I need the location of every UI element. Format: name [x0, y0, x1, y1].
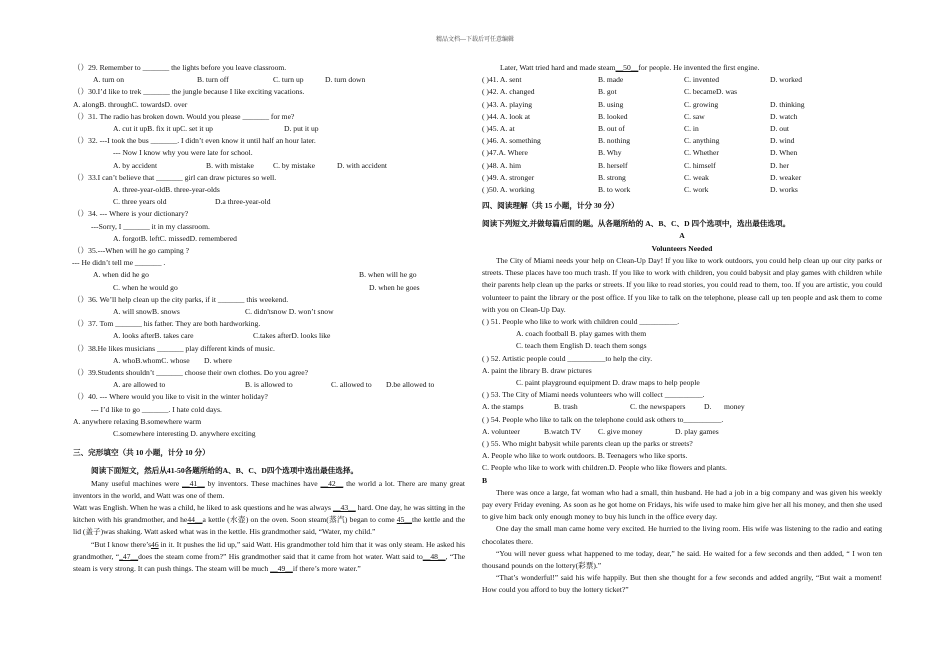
choice-42-option-a: ( )42. A. changed — [482, 87, 535, 97]
q40-stem2: --- I’d like to go _______. I hate cold days. — [91, 404, 222, 414]
q54-options — [482, 426, 882, 438]
passage-a-label: A — [679, 231, 685, 241]
q37-options — [73, 330, 465, 342]
q32-option-b: B. with mistake — [206, 160, 254, 170]
choice-47-option-c: C. Whether — [684, 148, 719, 158]
cloze-text: hard. One day, he was sitting in the kitchen with his grandmother, and he — [73, 502, 465, 525]
q39-option-c: C. allowed to — [331, 380, 372, 390]
q53-option-d-text: money — [724, 402, 745, 412]
cloze-text: Many useful machines were — [91, 478, 182, 488]
q36-option-cd: C. didn'tsnow D. won’t snow — [245, 306, 334, 316]
choice-41-option-a: ( )41. A. sent — [482, 75, 522, 85]
choice-44-option-d: D. watch — [770, 111, 798, 121]
choice-row-45 — [482, 123, 882, 135]
cloze-text: Later, Watt tried hard and made steam — [500, 63, 616, 72]
q53-options — [482, 401, 882, 413]
q34-stem: （）34. --- Where is your dictionary? — [73, 209, 189, 219]
q33-options-cd — [73, 196, 465, 208]
choice-43-option-a: ( )43. A. playing — [482, 99, 532, 109]
blank-42: __42__ — [320, 478, 344, 488]
q51-options-ab: A. coach football B. play games with them — [516, 329, 647, 339]
q31-stem: （）31. The radio has broken down. Would you please _______ for me? — [73, 111, 295, 121]
q39-option-a: A. are allowed to — [113, 380, 166, 390]
passage-b-paragraph: One day the small man came home very excited. He hurried to the living room. His wife was listening to the radio and eating chocolates there. — [482, 524, 882, 546]
q54-option-d: D. play games — [675, 426, 719, 436]
choice-49-option-a: ( )49. A. stronger — [482, 172, 535, 182]
choice-41-option-d: D. worked — [770, 75, 803, 85]
q51-stem: ( ) 51. People who like to work with children could __________. — [482, 316, 680, 326]
cloze-text: in it. It pushes the lid up,” said Watt. His grandmother told him that it was only steam. He asked his grandmother, “ — [73, 539, 465, 561]
blank-47: _47__ — [119, 551, 139, 561]
choice-43-option-c: C. growing — [684, 99, 719, 109]
q35-options-cd — [73, 282, 465, 294]
q54-option-b: B.watch TV — [544, 426, 581, 436]
choice-row-41 — [482, 74, 882, 86]
q54-option-a: A. volunteer — [482, 426, 520, 436]
q32-stem2: --- Now I know why you were late for school. — [113, 148, 253, 158]
q30-stem: （）30.I’d like to trek _______ the jungle because I like exciting vacations. — [73, 87, 305, 97]
passage-b-label: B — [482, 475, 488, 485]
cloze-text: a kettle (水壶) on the oven. Soon steam(蒸汽) began to come — [202, 515, 397, 525]
choice-row-48 — [482, 160, 882, 172]
choice-44-option-a: ( )44. A. look at — [482, 111, 531, 121]
q55-options-cd: C. People who like to work with children.D. People who like flowers and plants. — [482, 463, 727, 473]
blank-43: __43__ — [332, 502, 356, 512]
choice-45-option-c: C. in — [684, 123, 699, 133]
q35-option-a: A. when did he go — [93, 270, 149, 280]
passage-b-paragraph: “You will never guess what happened to me today, dear,” he said. He waited for a few seconds and then added, “ I won ten thousand pounds on the lottery(彩票).” — [482, 548, 882, 570]
q38-option-abc: A. whoB.whomC. whose — [113, 355, 190, 365]
section3-heading: 三、完形填空（共 10 小题，计分 10 分） — [73, 448, 210, 458]
choice-48-option-b: B. herself — [598, 160, 628, 170]
cloze-text: does the steam come from?” His grandmother said that it came from hot water. Watt said to — [138, 551, 423, 561]
choice-41-option-b: B. made — [598, 75, 624, 85]
cloze-text: , “The steam is very strong. It can push things. The steam will be much — [73, 551, 465, 573]
cloze-choices — [482, 74, 882, 196]
q37-stem: （）37. Tom _______ his father. They are both hardworking. — [73, 319, 261, 329]
q29-option-a: A. turn on — [93, 75, 125, 85]
left-column — [73, 62, 465, 575]
choice-46-option-a: ( )46. A. something — [482, 136, 541, 146]
q54-stem: ( ) 54. People who like to talk on the telephone could ask others to__________. — [482, 414, 724, 424]
q32-option-a: A. by accident — [113, 160, 158, 170]
passage-a-title: Volunteers Needed — [651, 243, 713, 253]
blank-48: __48__ — [422, 551, 446, 561]
choice-48-option-a: ( )48. A. him — [482, 160, 522, 170]
q52-stem: ( ) 52. Artistic people could __________to help the city. — [482, 353, 653, 363]
choice-47-option-a: ( )47.A. Where — [482, 148, 528, 158]
q32-options — [73, 160, 465, 172]
q35-option-d: D. when he goes — [369, 282, 420, 292]
choice-42-option-b: B. got — [598, 87, 617, 97]
choice-45-option-b: B. out of — [598, 123, 625, 133]
blank-45: 45__ — [396, 515, 412, 525]
right-column — [482, 62, 882, 597]
blank-50: __50__ — [615, 63, 639, 72]
passage-a-text: The City of Miami needs your help on Clean-Up Day! If you like to work outdoors, you could help clean up our city parks or streets. These places have too much trash. If you like to work with children, you could babysit and play games with children while their parents help clean up the parks or streets. If you like to read stories, you could read to them, too. If you are artistic, you could volunteer to paint the library or the post office. If you like to talk on the telephone, please call up ten people and ask them to come with you on Clean-Up Day. — [482, 255, 882, 314]
blank-49: __49__ — [270, 563, 293, 573]
q32-option-c: C. by mistake — [273, 160, 315, 170]
q35-stem: （）35.---When will he go camping ? — [73, 245, 189, 255]
q32-option-d: D. with accident — [337, 160, 387, 170]
q38-options — [73, 355, 465, 367]
choice-row-43 — [482, 99, 882, 111]
q54-option-c: C. give money — [598, 426, 643, 436]
choice-50-option-a: ( )50. A. working — [482, 184, 535, 194]
q33-options-ab: A. three-year-oldB. three-year-olds — [113, 184, 220, 194]
q36-stem: （）36. We’ll help clean up the city parks, if it _______ this weekend. — [73, 294, 289, 304]
q40-stem: （）40. --- Where would you like to visit in the winter holiday? — [73, 392, 268, 402]
q38-option-d: D. where — [204, 355, 232, 365]
choice-47-option-b: B. Why — [598, 148, 622, 158]
q40-options-ab: A. anywhere relaxing B.somewhere warm — [73, 416, 202, 426]
choice-46-option-d: D. wind — [770, 136, 795, 146]
choice-43-option-d: D. thinking — [770, 99, 805, 109]
q35-option-c: C. when he would go — [113, 282, 178, 292]
cloze-paragraph-end — [482, 62, 882, 74]
cloze-text: if there’s more water.” — [292, 563, 361, 573]
section4-instructions: 阅读下列短文,并做每篇后面的题。从各题所给的 A、B、C、D 四个选项中，选出最佳选项。 — [482, 219, 791, 229]
blank-46: 46 — [151, 539, 159, 549]
choice-row-47 — [482, 147, 882, 159]
q29-option-c: C. turn up — [273, 75, 304, 85]
q53-option-a: A. the stamps — [482, 402, 524, 412]
passage-b-paragraph: There was once a large, fat woman who had a small, thin husband. He had a job in a big company and was given his weekly pay every Friday evening. As soon as he got home on Fridays, his wife used to make him give her all his money, and then she used to give him back only enough money to buy his lunch in the office every day. — [482, 487, 882, 522]
q35-options-ab — [73, 269, 465, 281]
q51-options-cd: C. teach them English D. teach them songs — [516, 341, 647, 351]
choice-row-50 — [482, 184, 882, 196]
q53-option-d: D. — [704, 402, 712, 412]
q34-stem2: ---Sorry, I _______ it in my classroom. — [91, 221, 210, 231]
choice-43-option-b: B. using — [598, 99, 624, 109]
q33-option-c: C. three years old — [113, 197, 167, 207]
blank-41: __41__ — [182, 478, 205, 488]
cloze-text: the kettle and the lid (盖子)was shaking. Watt asked what was in the kettle. His grandmother said, “Water, my child.” — [73, 515, 466, 537]
choice-45-option-a: ( )45. A. at — [482, 123, 515, 133]
q37-option-cd: C.takes afterD. looks like — [253, 331, 331, 341]
q55-options-ab: A. People who like to work outdoors. B. Teenagers who like sports. — [482, 451, 688, 461]
cloze-paragraph-3 — [73, 539, 465, 576]
choice-45-option-d: D. out — [770, 123, 789, 133]
q55-stem: ( ) 55. Who might babysit while parents clean up the parks or streets? — [482, 438, 693, 448]
q31-option-abc: A. cut it upB. fix it upC. set it up — [113, 124, 213, 133]
q37-option-ab: A. looks afterB. takes care — [113, 331, 194, 341]
choice-48-option-c: C. himself — [684, 160, 716, 170]
choice-row-49 — [482, 172, 882, 184]
choice-46-option-b: B. nothing — [598, 136, 631, 146]
choice-42-option-c: C. becameD. was — [684, 87, 738, 97]
passage-b-paragraph: “That’s wonderful!” said his wife happily. But then she thought for a few seconds and added angrily, “But wait a moment! How could you afford to buy the lottery ticket?” — [482, 573, 882, 595]
choice-46-option-c: C. anything — [684, 136, 720, 146]
choice-50-option-c: C. work — [684, 184, 709, 194]
cloze-text: by inventors. These machines have — [204, 478, 321, 488]
q31-option-d: D. put it up — [284, 124, 319, 133]
q29-option-b: B. turn off — [197, 75, 229, 85]
cloze-text: the world a lot. There are many great inventors in the world, and Watt was one of them. — [73, 478, 465, 500]
q29-options — [73, 74, 465, 86]
choice-50-option-d: D. works — [770, 184, 798, 194]
q38-stem: （）38.He likes musicians _______ play different kinds of music. — [73, 343, 275, 353]
choice-row-42 — [482, 86, 882, 98]
choice-47-option-d: D. When — [770, 148, 798, 158]
choice-49-option-b: B. strong — [598, 172, 626, 182]
q35-stem2: --- He didn’t tell me _______ . — [72, 258, 166, 268]
q53-option-b: B. trash — [554, 402, 578, 412]
q52-options-ab: A. paint the library B. draw pictures — [482, 365, 592, 375]
cloze-paragraph-2 — [73, 502, 465, 539]
q33-stem: （）33.I can’t believe that _______ girl can draw pictures so well. — [73, 172, 277, 182]
q39-options — [73, 379, 465, 391]
q53-option-c: C. the newspapers — [630, 402, 686, 412]
q39-option-b: B. is allowed to — [245, 380, 293, 390]
cloze-paragraph-1 — [73, 478, 465, 502]
q29-option-d: D. turn down — [325, 75, 366, 85]
q40-options-cd: C.somewhere interesting D. anywhere exciting — [113, 428, 256, 438]
q34-options: A. forgotB. leftC. missedD. remembered — [113, 233, 237, 243]
section4-heading: 四、阅读理解（共 15 小题，计分 30 分） — [482, 201, 619, 211]
q36-options — [73, 306, 465, 318]
q31-options — [73, 123, 465, 135]
cloze-text: “But I know there’s — [91, 539, 152, 549]
choice-50-option-b: B. to work — [598, 184, 631, 194]
q39-option-d: D.be allowed to — [386, 380, 435, 390]
cloze-text: for people. He invented the first engine. — [638, 63, 760, 72]
choice-44-option-c: C. saw — [684, 111, 705, 121]
choice-48-option-d: D. her — [770, 160, 789, 170]
choice-44-option-b: B. looked — [598, 111, 628, 121]
page-header: 精品文档---下载后可任意编辑 — [436, 37, 514, 43]
q30-options: A. alongB. throughC. towardsD. over — [73, 99, 188, 109]
choice-41-option-c: C. invented — [684, 75, 720, 85]
blank-44: 44__ — [187, 515, 203, 525]
choice-row-44 — [482, 111, 882, 123]
cloze-text: Watt was English. When he was a child, he liked to ask questions and he was always — [73, 502, 333, 512]
q33-option-d: D.a three-year-old — [215, 197, 271, 207]
q36-option-ab: A. will snowB. snows — [113, 306, 180, 316]
section3-instructions: 阅读下面短文，然后从41-50各题所给的A、B、C、D四个选项中选出最佳选择。 — [91, 466, 359, 476]
q29-stem: （）29. Remember to _______ the lights before you leave classroom. — [73, 63, 287, 72]
q53-stem: ( ) 53. The City of Miami needs volunteers who will collect __________. — [482, 390, 705, 400]
q32-stem: （）32. ---I took the bus _______. I didn’t even know it until half an hour later. — [73, 136, 316, 146]
choice-49-option-c: C. weak — [684, 172, 709, 182]
q39-stem: （）39.Students shouldn’t _______ choose their own clothes. Do you agree? — [73, 367, 309, 377]
q52-options-cd: C. paint playground equipment D. draw maps to help people — [516, 377, 700, 387]
choice-row-46 — [482, 135, 882, 147]
choice-49-option-d: D. weaker — [770, 172, 802, 182]
q35-option-b: B. when will he go — [359, 270, 417, 280]
